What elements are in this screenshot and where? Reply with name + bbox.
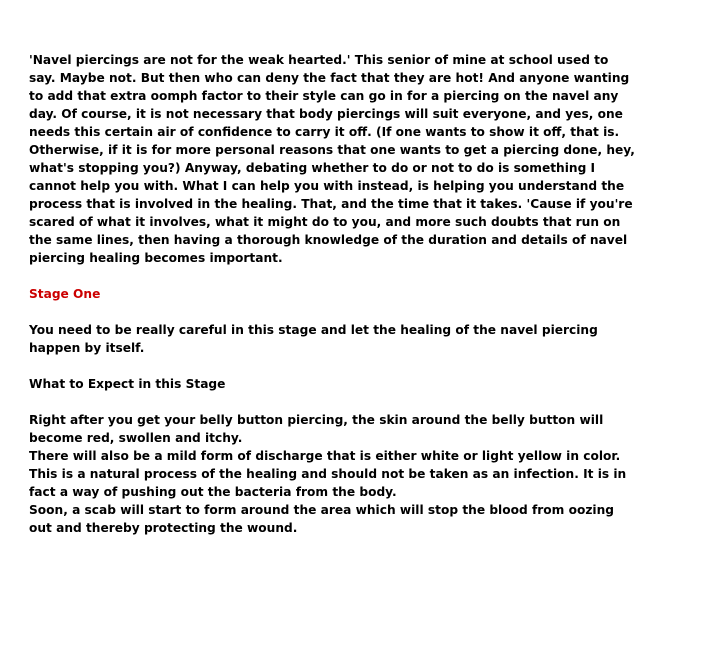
article-body: [29, 51, 639, 537]
stage-heading: Stage One: [29, 287, 101, 301]
point-paragraph: Soon, a scab will start to form around the area which will stop the blood from oozing out and thereby protecting the wound.: [29, 503, 614, 535]
subheading: What to Expect in this Stage: [29, 377, 226, 391]
intro-paragraph: 'Navel piercings are not for the weak hearted.' This senior of mine at school used to say. Maybe not. But then who can deny the fact that they are hot! And anyone wanting to add that extra oomph factor to their style can go in for a piercing on the navel any day. Of course, it is not necessary that body piercings will suit everyone, and yes, one needs this certain air of confidence to carry it off. (If one wants to show it off, that is. Otherwise, if it is for more personal reasons that one wants to get a piercing done, hey, what's stopping you?) Anyway, debating whether to do or not to do is something I cannot help you with. What I can help you with instead, is helping you understand the process that is involved in the healing. That, and the time that it takes. 'Cause if you're scared of what it involves, what it might do to you, and more such doubts that run on the same lines, then having a thorough knowledge of the duration and details of navel piercing healing becomes important.: [29, 53, 635, 265]
point-paragraph: There will also be a mild form of discharge that is either white or light yellow in color. This is a natural process of the healing and should not be taken as an infection. It is in fact a way of pushing out the bacteria from the body.: [29, 449, 627, 499]
stage-intro-paragraph: You need to be really careful in this stage and let the healing of the navel piercing happen by itself.: [29, 323, 598, 355]
point-paragraph: Right after you get your belly button piercing, the skin around the belly button will become red, swollen and itchy.: [29, 413, 604, 445]
